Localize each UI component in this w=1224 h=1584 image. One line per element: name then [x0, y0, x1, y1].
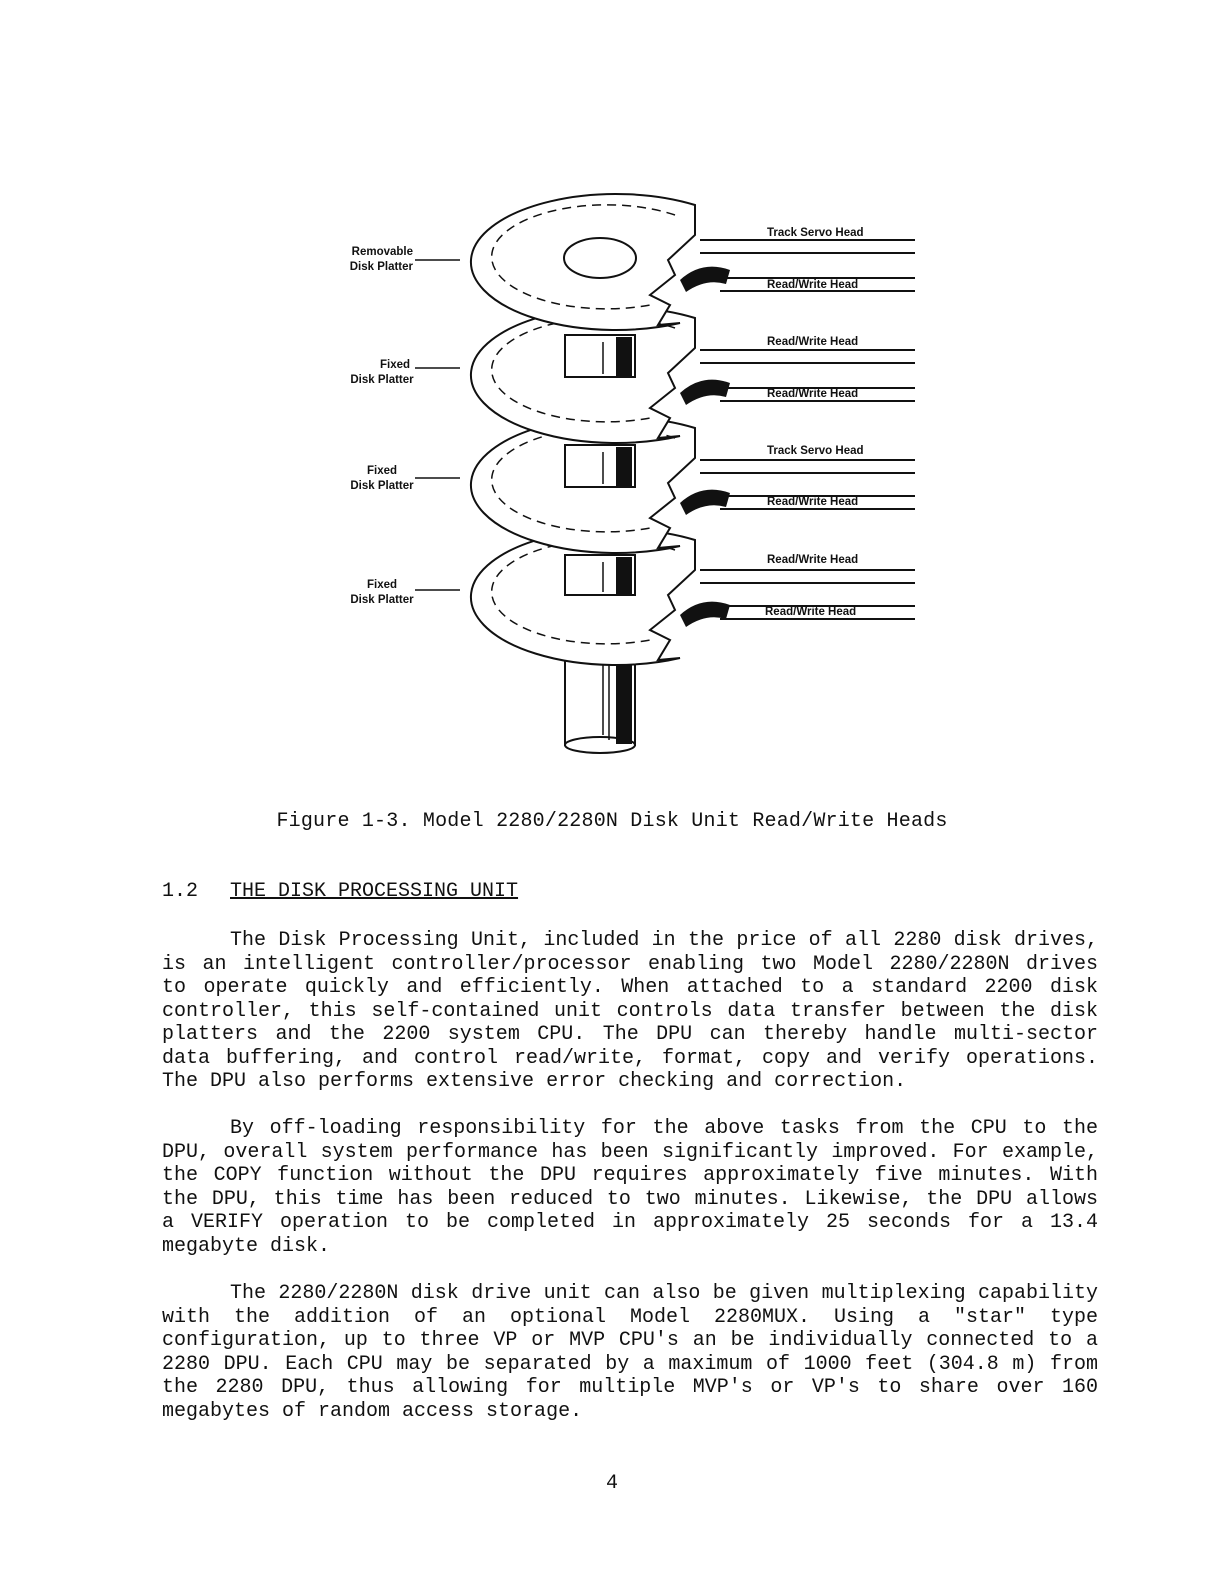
head-label: Read/Write Head [767, 388, 859, 400]
platter-label-line1: Fixed [366, 465, 398, 477]
platter-label-line1: Fixed [379, 359, 411, 371]
platter-label-line1: Fixed [366, 579, 398, 591]
disk-heads-diagram [320, 170, 940, 770]
paragraph-text: By off-loading responsibility for the above tasks from the CPU to the DPU, overall system performance has been significantly improved. For example, the COPY function without the DPU requires approximately five minutes. With the DPU, this time has been reduced to two minutes. Likewise, the DPU allows a VERIFY operation to be completed in approximately 25 seconds for a 13.4 megabyte disk. [162, 1117, 1098, 1258]
head-label: Read/Write Head [767, 279, 859, 291]
left-leader-lines [415, 260, 460, 590]
platter-label-line2: Disk Platter [350, 594, 414, 606]
platter-label-line2: Disk Platter [350, 480, 414, 492]
head-label: Read/Write Head [767, 336, 859, 348]
head-label: Read/Write Head [767, 554, 859, 566]
paragraph-text: The Disk Processing Unit, included in the price of all 2280 disk drives, is an intelligent controller/processor enabling two Model 2280/2280N drives to operate quickly and efficiently. When attached to a standard 2200 disk controller, this self-contained unit controls data transfer between the disk platters and the 2200 system CPU. The DPU can thereby handle multi-sector data buffering, and control read/write, format, copy and verify operations. The DPU also performs extensive error checking and correction. [162, 929, 1098, 1093]
platter-label-line2: Disk Platter [349, 261, 413, 273]
figure-caption: Figure 1-3. Model 2280/2280N Disk Unit Read/Write Heads [276, 810, 948, 833]
page-number: 4 [605, 1472, 618, 1495]
body-paragraph [162, 1117, 1098, 1258]
section-title: THE DISK PROCESSING UNIT [230, 880, 519, 903]
section-number: 1.2 [162, 880, 199, 903]
disk-unit-figure [320, 170, 940, 770]
section-heading [162, 880, 518, 903]
head-label: Track Servo Head [767, 445, 864, 457]
body-paragraph [162, 929, 1098, 1094]
paragraph-text: The 2280/2280N disk drive unit can also be given multiplexing capability with the addition of an optional Model 2280MUX. Using a "star" type configuration, up to three VP or MVP CPU's an be individually connected to a 2280 DPU. Each CPU may be separated by a maximum of 1000 feet (304.8 m) from the 2280 DPU, thus allowing for multiple MVP's or VP's to share over 160 megabytes of random access storage. [162, 1282, 1098, 1423]
head-label: Track Servo Head [767, 227, 864, 239]
platter-1 [471, 194, 730, 330]
head-label: Read/Write Head [767, 496, 859, 508]
head-label: Read/Write Head [765, 606, 857, 618]
platter-label-line1: Removable [351, 246, 413, 258]
body-paragraph [162, 1282, 1098, 1423]
platter-label-line2: Disk Platter [350, 374, 414, 386]
